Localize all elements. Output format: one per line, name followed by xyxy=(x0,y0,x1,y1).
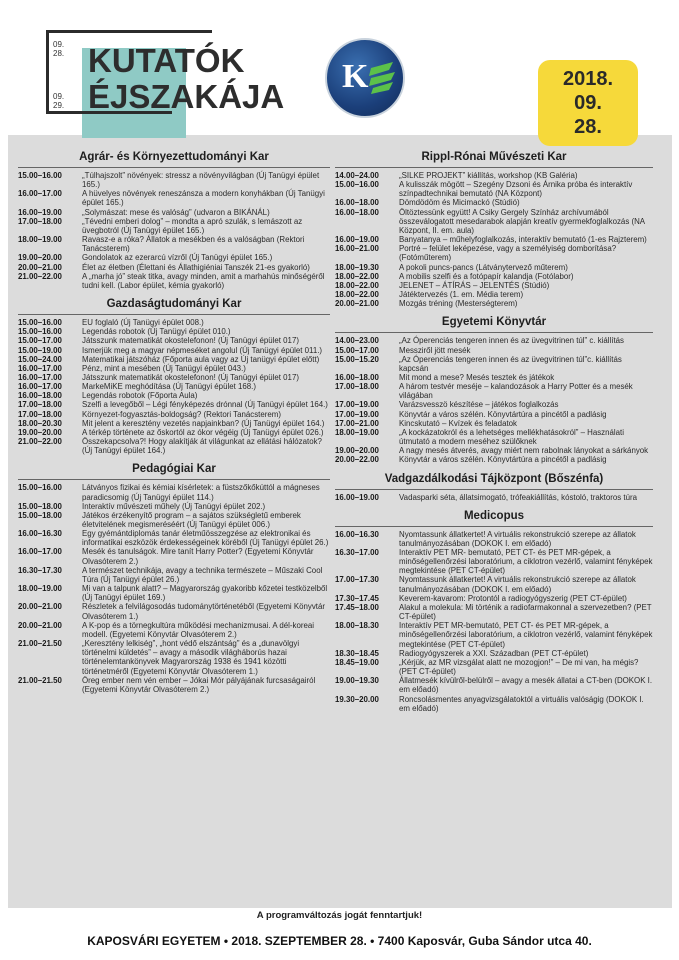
program-row xyxy=(18,217,330,235)
program-row xyxy=(335,272,653,281)
program-row xyxy=(18,419,330,428)
program-row xyxy=(18,621,330,639)
program-description: Keverem-kavarom: Protontól a radiogyógyszerig (PET CT-épület) xyxy=(399,593,627,603)
program-row xyxy=(18,171,330,189)
program-row xyxy=(335,603,653,621)
program-time: 16.00–17.00 xyxy=(18,363,62,373)
program-description: EU foglaló (Új Tanügyi épület 008.) xyxy=(82,318,204,328)
program-row xyxy=(335,658,653,676)
program-description: A természet technikája, avagy a technika természete – Műszaki Cool Túra (Új Tanügyi épület 26.) xyxy=(82,565,323,584)
program-time: 18.30–18.45 xyxy=(335,648,379,658)
program-time: 17.00–18.00 xyxy=(335,382,379,392)
program-row xyxy=(335,695,653,713)
program-time: 18.00–22.00 xyxy=(335,290,379,300)
section-title: Rippl-Rónai Művészeti Kar xyxy=(421,151,567,163)
program-time: 16.00–16.30 xyxy=(18,529,62,539)
program-time: 15.00–16.00 xyxy=(18,327,62,337)
program-row xyxy=(18,400,330,409)
program-row xyxy=(18,189,330,207)
program-time: 20.00–21.00 xyxy=(18,602,62,612)
program-time: 18.00–19.00 xyxy=(335,427,379,437)
program-row xyxy=(335,208,653,235)
program-time: 17.00–21.00 xyxy=(335,418,379,428)
program-time: 19.30–20.00 xyxy=(335,694,379,704)
program-time: 16.00–19.00 xyxy=(335,492,379,502)
program-description: Öltöztessünk együtt! A Csiky Gergely Színház archívumából összeválogatott mesedarabok alapján kreatív gyermekfoglalkozás (NA Központ, II. em. aula) xyxy=(399,207,645,235)
university-logo xyxy=(325,38,405,118)
section-title: Vadgazdálkodási Tájközpont (Bőszénfa) xyxy=(384,472,604,485)
program-row xyxy=(335,198,653,207)
program-row xyxy=(335,355,653,373)
program-time: 18.00–20.30 xyxy=(18,418,62,428)
program-description: „Az Óperenciás tengeren innen és az üvegvitrinen túl”c. kiállítás kapcsán xyxy=(399,354,622,373)
program-row xyxy=(335,428,653,446)
program-row xyxy=(335,410,653,419)
program-row xyxy=(335,530,653,548)
program-row xyxy=(335,290,653,299)
program-description: Ravasz-e a róka? Állatok a mesékben és a valóságban (Rektori Tanácsterem) xyxy=(82,235,305,254)
program-time: 17.00–18.00 xyxy=(18,216,62,226)
program-row xyxy=(18,336,330,345)
program-row xyxy=(18,208,330,217)
program-row xyxy=(18,584,330,602)
program-time: 16.00–17.00 xyxy=(18,189,62,199)
program-time: 17.00–19.00 xyxy=(335,409,379,419)
program-time: 19.00–20.00 xyxy=(18,253,62,263)
section-gap xyxy=(18,290,330,297)
program-description: Egy gyémántdiplomás tanár életműösszegzése az elektronikai és informatikai eszközök érdekességeinek köréből (Új Tanügyi épület 26.) xyxy=(82,529,329,548)
program-time: 20.00–21.00 xyxy=(18,620,62,630)
program-row xyxy=(335,548,653,575)
program-row xyxy=(335,446,653,455)
program-description: Legendás robotok (Új Tanügyi épület 010.) xyxy=(82,327,231,337)
program-row xyxy=(335,455,653,464)
date-year: 2018. xyxy=(562,68,614,90)
program-time: 20.00–21.00 xyxy=(335,299,379,309)
program-time: 17.00–17.30 xyxy=(335,575,379,585)
program-description: Gondolatok az ezerarcú vízről (Új Tanügyi épület 165.) xyxy=(82,253,273,263)
program-description: Pénz, mint a mesében (Új Tanügyi épület 043.) xyxy=(82,363,246,373)
program-description: Interaktív PET MR-bemutató, PET CT- és PET MR-gépek, a minőségellenőrzési laboratórium, a ciklotron vezérlő, valamint fényképek megtekintése (PET CT-épület) xyxy=(399,621,653,649)
section-divider xyxy=(18,167,330,168)
section-title: Gazdaságtudományi Kar xyxy=(106,298,242,311)
section-gap xyxy=(335,465,653,472)
program-row xyxy=(335,263,653,272)
program-description: Kincskutató – Kvízek és feladatok xyxy=(399,418,517,428)
program-time: 16.30–17.30 xyxy=(18,565,62,575)
program-time: 15.00–18.00 xyxy=(18,501,62,511)
program-time: 15.00–16.00 xyxy=(18,318,62,328)
program-row xyxy=(335,235,653,244)
program-row xyxy=(18,364,330,373)
program-description: Nyomtassunk állatkertet! A virtuális rekonstrukció szerepe az állatok tanulmányozásában (DOKOK I. em előadó) xyxy=(399,575,636,594)
program-description: „Az Óperenciás tengeren innen és az üvegvitrinen túl” c. kiállítás xyxy=(399,336,624,346)
section-divider xyxy=(335,332,653,333)
event-date-badge xyxy=(538,60,638,146)
date-end-day: 29. xyxy=(53,101,65,110)
program-description: Interaktív PET MR- bemutató, PET CT- és PET MR-gépek, a minőségellenőrzési laboratórium, a ciklotron vezérlő, valamint fényképek megtekintése (PET CT-épület) xyxy=(399,548,653,576)
program-row xyxy=(335,244,653,262)
program-description: „Solymászat: mese és valóság” (udvaron a BIKÁNÁL) xyxy=(82,207,270,217)
program-description: Legendás robotok (Főporta Aula) xyxy=(82,391,198,401)
program-time: 14.00–23.00 xyxy=(335,336,379,346)
program-description: Mit mond a mese? Mesés tesztek és játékok xyxy=(399,372,555,382)
right-column xyxy=(335,150,653,713)
program-description: Mit jelent a keresztény vezetés napjainkban? (Új Tanügyi épület 164.) xyxy=(82,418,325,428)
section-gap xyxy=(335,502,653,509)
program-time: 16.00–19.00 xyxy=(335,235,379,245)
program-time: 16.00–18.00 xyxy=(335,207,379,217)
program-row xyxy=(18,382,330,391)
program-description: „Túlhajszolt” növények: stressz a növényvilágban (Új Tanügyi épület 165.) xyxy=(82,171,320,190)
program-time: 21.00–21.50 xyxy=(18,639,62,649)
section-title: Agrár- és Környezettudományi Kar xyxy=(79,151,269,163)
program-row xyxy=(18,235,330,253)
disclaimer-text: A programváltozás jogát fenntartjuk! xyxy=(256,910,423,921)
program-row xyxy=(18,639,330,676)
program-description: Vadasparki séta, állatsimogató, trófeakiállítás, kóstoló, traktoros túra xyxy=(399,492,638,502)
program-description: Élet az életben (Élettani és Állathigiéniai Tanszék 21-es gyakorló) xyxy=(82,262,310,272)
program-time: 18.00–18.30 xyxy=(335,621,379,631)
program-description: Mi van a talpunk alatt? – Magyarország gyakoribb kőzetei testközelből (Új Tanügyi épület 169.) xyxy=(82,584,328,603)
program-description: Látványos fizikai és kémiai kísérletek: a füstszőkőkúttól a mágneses paradicsomig (Új Tanügyi épület 114.) xyxy=(82,483,320,502)
program-row xyxy=(18,676,330,694)
program-time: 16.00–18.00 xyxy=(335,372,379,382)
program-row xyxy=(18,483,330,501)
program-row xyxy=(335,649,653,658)
program-description: MarkeMiKE meghódítása (Új Tanügyi épület 168.) xyxy=(82,382,256,392)
program-row xyxy=(335,621,653,648)
program-row xyxy=(18,373,330,382)
program-time: 16.30–17.00 xyxy=(335,548,379,557)
program-time: 19.00–20.00 xyxy=(18,427,62,437)
program-row xyxy=(335,373,653,382)
program-description: „SILKE PROJEKT” kiállítás, workshop (KB Galéria) xyxy=(399,171,578,180)
program-time: 16.00–21.00 xyxy=(335,244,379,254)
program-description: Játsszunk matematikát okostelefonon! (Új Tanügyi épület 017) xyxy=(82,372,299,382)
section-divider xyxy=(18,479,330,480)
date-start-month: 09. xyxy=(53,40,65,49)
program-time: 15.00–19.00 xyxy=(18,345,62,355)
program-time: 16.00–17.00 xyxy=(18,547,62,557)
program-time: 18.00–22.00 xyxy=(335,280,379,290)
program-row xyxy=(18,547,330,565)
program-description: Öreg ember nem vén ember – Jókai Mór pályájának furcsaságairól (Egyetemi Könyvtár Olvasóterem 2.) xyxy=(82,675,316,694)
program-time: 18.00–19.00 xyxy=(18,584,62,594)
program-row xyxy=(18,529,330,547)
program-row xyxy=(335,180,653,198)
program-description: Könyvtár a város szélén. Könyvtártúra a pincétől a padlásig xyxy=(399,455,607,465)
program-time: 17.00–18.00 xyxy=(18,400,62,410)
program-time: 17.30–17.45 xyxy=(335,593,379,603)
date-start xyxy=(53,40,64,58)
program-description: Összekapcsolva?! Hogy alakítják át világunkat az ellátási hálózatok? (Új Tanügyi épület 164.) xyxy=(82,437,322,456)
program-description: A „marha jó” steak titka, avagy minden, amit a marhahús minőségéről tudni kell. (Labor épület, kémia gyakorló) xyxy=(82,271,325,290)
program-description: Részletek a felvilágosodás tudománytörténetéből (Egyetemi Könyvtár Olvasóterem 1.) xyxy=(82,602,325,621)
program-row xyxy=(18,253,330,262)
program-row xyxy=(335,346,653,355)
logo-leaf-icon xyxy=(367,60,397,96)
title-ejszakaja: ÉJSZAKÁJA xyxy=(88,78,285,115)
program-time: 15.00–16.00 xyxy=(335,180,379,190)
program-time: 20.00–21.00 xyxy=(18,262,62,272)
section-title: Egyetemi Könyvtár xyxy=(441,316,547,329)
program-description: Ismerjük meg a magyar népmeséket angolul (Új Tanügyi épület 011.) xyxy=(82,345,323,355)
program-row xyxy=(18,428,330,437)
program-time: 18.45–19.00 xyxy=(335,657,379,667)
date-start-day: 28. xyxy=(53,49,65,58)
program-row xyxy=(18,437,330,455)
program-time: 16.00–16.30 xyxy=(335,529,379,539)
program-row xyxy=(335,493,653,502)
program-time: 15.00–15.20 xyxy=(335,354,379,364)
program-description: JELENET – ÁTÍRÁS – JELENTÉS (Stúdió) xyxy=(399,280,550,290)
program-row xyxy=(335,594,653,603)
program-description: „A kockázatokról és a lehetséges mellékhatásokról” – Használati útmutató a modern meséhez szülőknek xyxy=(399,427,624,447)
section-divider xyxy=(18,314,330,315)
program-description: Dömdödöm és Micimackó (Stúdió) xyxy=(399,198,520,208)
date-end xyxy=(53,92,64,110)
date-day: 28. xyxy=(574,116,602,138)
program-time: 18.00–22.00 xyxy=(335,271,379,281)
section-gap xyxy=(18,455,330,462)
program-time: 21.00–21.50 xyxy=(18,675,62,685)
logo-letter: K xyxy=(342,58,369,95)
program-time: 15.00–18.00 xyxy=(18,510,62,520)
program-description: „Kérjük, az MR vizsgálat alatt ne mozogjon!” – De mi van, ha mégis? (PET CT-épület) xyxy=(399,657,639,677)
program-row xyxy=(18,391,330,400)
program-description: Játsszunk matematikát okostelefonon! (Új Tanügyi épület 017) xyxy=(82,336,299,346)
title-kutatok: KUTATÓK xyxy=(88,42,245,79)
program-row xyxy=(335,676,653,694)
program-row xyxy=(335,171,653,180)
program-time: 18.00–19.30 xyxy=(335,262,379,272)
program-row xyxy=(18,318,330,327)
program-time: 21.00–22.00 xyxy=(18,437,62,447)
program-description: Alakul a molekula: Mi történik a radiofarmakonnal a szervezetben? (PET CT-épület) xyxy=(399,602,652,622)
program-description: Játéktervezés (1. em. Média terem) xyxy=(399,290,524,300)
program-time: 17.00–18.00 xyxy=(18,409,62,419)
program-description: Roncsolásmentes anyagvizsgálatoktól a virtuális valóságig (DOKOK I. em előadó) xyxy=(399,694,644,713)
program-time: 16.00–19.00 xyxy=(18,207,62,217)
program-description: Varázsvesszö készítése – játékos foglalkozás xyxy=(399,400,559,410)
program-time: 15.00–17.00 xyxy=(335,345,379,355)
program-description: A kulisszák mögött – Szegény Dzsoni és Árnika próba és interaktív színpadtechnikai bemutató (NA Központ) xyxy=(399,180,633,199)
program-description: Mozgás tréning (Mesterségterem) xyxy=(399,299,518,309)
program-time: 16.00–18.00 xyxy=(18,391,62,401)
program-description: Interaktív művészeti műhely (Új Tanügyi épület 202.) xyxy=(82,501,266,511)
date-end-month: 09. xyxy=(53,92,65,101)
program-description: A K-pop és a törnegkultúra működési mechanizmusai. A dél-koreai modell. (Egyetemi Könyvtár Olvasóterem 2.) xyxy=(82,620,315,639)
program-time: 17.45–18.00 xyxy=(335,602,379,612)
program-description: Játékos érzékenyítő program – a sajátos szükségletű emberek életvitelének megismeréséért (Új Tanügyi épület 006.) xyxy=(82,510,301,529)
program-description: Állatmesék kívülről-belülről – avagy a mesék állatai a CT-ben (DOKOK I. em előadó) xyxy=(399,676,653,695)
program-time: 21.00–22.00 xyxy=(18,271,62,281)
left-column xyxy=(18,150,330,694)
program-description: Matematikai játszóház (Főporta aula vagy az Új tanügyi épület előtt) xyxy=(82,354,320,364)
program-row xyxy=(18,272,330,290)
program-row xyxy=(335,419,653,428)
program-time: 20.00–22.00 xyxy=(335,455,379,465)
section-title: Pedagógiai Kar xyxy=(132,463,216,476)
program-time: 16.00–17.00 xyxy=(18,372,62,382)
date-month: 09. xyxy=(574,92,602,114)
program-time: 17.00–19.00 xyxy=(335,400,379,410)
program-time: 16.00–17.00 xyxy=(18,382,62,392)
program-description: A térkép története az őskortól az ókor végéig (Új Tanügyi épület 026.) xyxy=(82,427,324,437)
program-time: 18.00–19.00 xyxy=(18,235,62,245)
program-time: 16.00–18.00 xyxy=(335,198,379,208)
section-gap xyxy=(335,308,653,315)
program-description: A nagy mesés átverés, avagy miért nem rabolnak lányokat a sárkányok xyxy=(399,446,649,456)
program-description: Nyomtassunk állatkertet! A virtuális rekonstrukció szerepe az állatok tanulmányozásában (DOKOK I. em előadó) xyxy=(399,529,636,548)
program-row xyxy=(18,410,330,419)
program-description: A pokoli puncs-pancs (Látványtervező műterem) xyxy=(399,262,568,272)
program-row xyxy=(18,566,330,584)
program-description: Portré – felület leképezése, vagy a személyiség domborítása? (Fotóműterem) xyxy=(399,244,617,263)
section-divider xyxy=(335,526,653,527)
program-description: Környezet-fogyasztás-boldogság? (Rektori Tanácsterem) xyxy=(82,409,281,419)
program-row xyxy=(18,355,330,364)
program-description: Könyvtár a város szélén. Könyvtártúra a pincétől a padlásig xyxy=(399,409,607,419)
program-row xyxy=(18,511,330,529)
program-description: „Tévedni emberi dolog” – mondta a apró szulák, s lemászott az üvegbotról (Új Tanügyi épület 165.) xyxy=(82,216,303,235)
program-row xyxy=(18,502,330,511)
program-row xyxy=(18,327,330,336)
program-time: 15.00–16.00 xyxy=(18,483,62,493)
program-description: A három testvér meséje – kalandozások a Harry Potter és a mesék világában xyxy=(399,382,633,401)
program-description: Banyatanya – műhelyfoglalkozás, interaktív bemutató (1-es Rajzterem) xyxy=(399,235,647,245)
program-time: 15.00–17.00 xyxy=(18,336,62,346)
program-time: 15.00–24.00 xyxy=(18,354,62,364)
program-time: 14.00–24.00 xyxy=(335,171,379,180)
program-row xyxy=(335,281,653,290)
title-frame-top xyxy=(170,30,212,33)
program-row xyxy=(335,299,653,308)
program-row xyxy=(335,336,653,345)
program-row xyxy=(18,602,330,620)
program-row xyxy=(18,263,330,272)
program-row xyxy=(18,346,330,355)
program-row xyxy=(335,400,653,409)
section-divider xyxy=(335,167,653,168)
program-description: A hüvelyes növények reneszánsza a modern konyhákban (Új Tanügyi épület 165.) xyxy=(82,189,325,208)
program-time: 19.00–20.00 xyxy=(335,446,379,456)
program-description: A mobilis szelfi és a fotópapír kalandja (Fotólabor) xyxy=(399,271,574,281)
section-divider xyxy=(335,489,653,490)
footer-address: KAPOSVÁRI EGYETEM • 2018. SZEPTEMBER 28. • 7400 Kaposvár, Guba Sándor utca 40. xyxy=(87,934,592,948)
program-description: Messziről jött mesék xyxy=(399,345,471,355)
section-title: Medicopus xyxy=(463,509,525,522)
program-description: Mesék és tanulságok. Mire tanít Harry Potter? (Egyetemi Könyvtár Olvasóterem 2.) xyxy=(82,547,314,566)
program-description: Radiogyógyszerek a XXI. Században (PET CT-épület) xyxy=(399,648,589,658)
program-row xyxy=(335,575,653,593)
program-time: 15.00–16.00 xyxy=(18,171,62,180)
program-time: 19.00–19.30 xyxy=(335,676,379,686)
program-description: Szelfi a levegőből – Légi fényképezés drónnal (Új Tanügyi épület 164.) xyxy=(82,400,328,410)
program-row xyxy=(335,382,653,400)
program-description: „Keresztény lelkiség”, „hont védő elszántság” és a „dunavölgyi történelmi küldetés” – avagy a második világháborús hazai történelemtankönyvek Magyarország 1938 és 1941 közötti történetméről (Egyetemi Könyvtár Olvasóterem 1.) xyxy=(82,639,300,676)
